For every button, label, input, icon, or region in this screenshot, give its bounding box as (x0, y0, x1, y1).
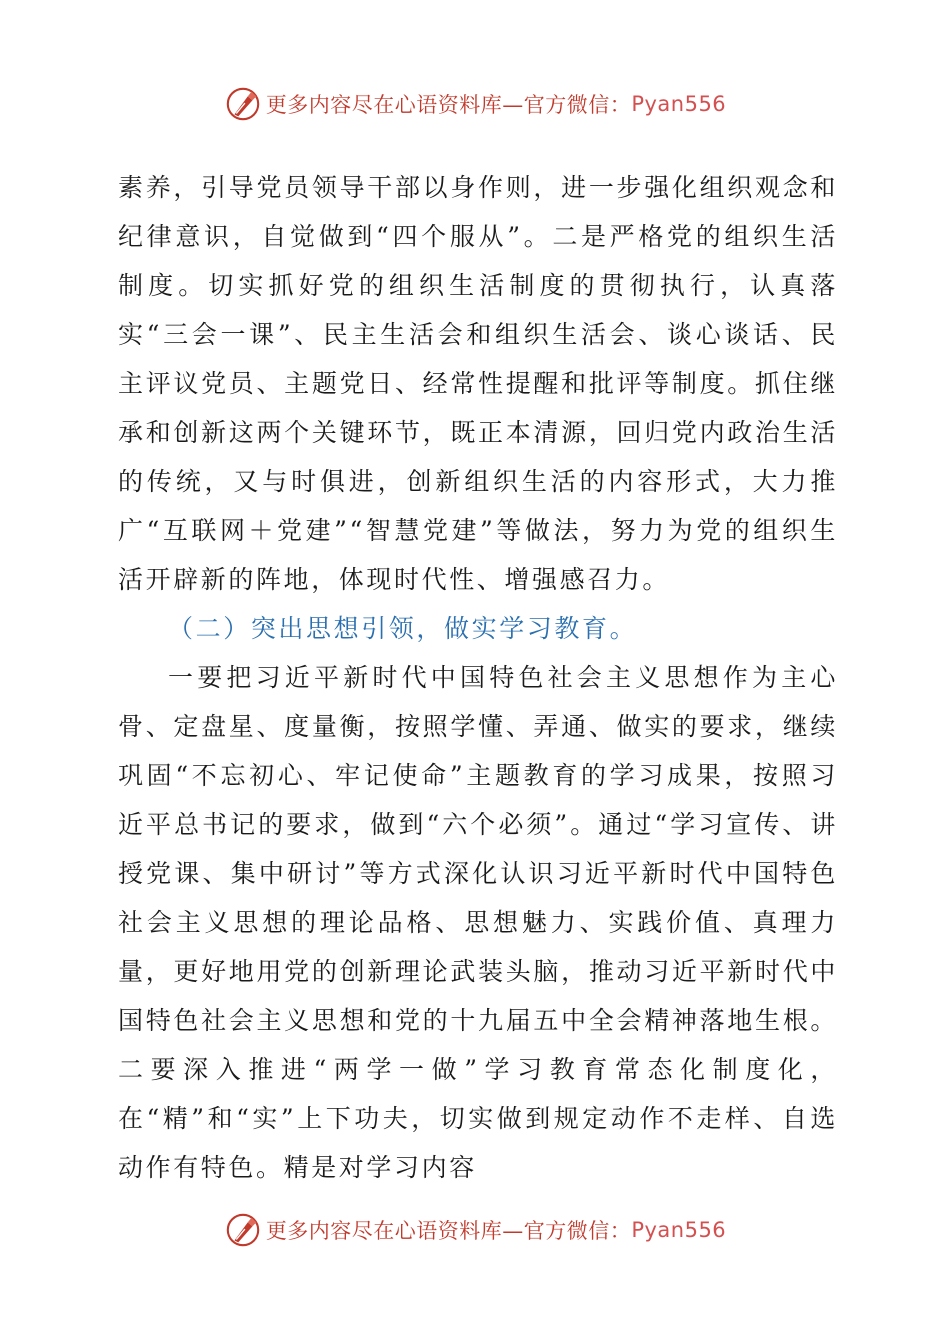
wechat-id: Pyan556 (631, 92, 727, 116)
paragraph-2: 一要把习近平新时代中国特色社会主义思想作为主心骨、定盘星、度量衡，按照学懂、弄通、做实的要求，继续巩固“不忘初心、牢记使命”主题教育的学习成果，按照习近平总书记的要求，做到“六个必须”。通过“学习宣传、讲授党课、集中研讨”等方式深化认识习近平新时代中国特色社会主义思想的理论品格、思想魅力、实践价值、真理力量，更好地用党的创新理论武装头脑，推动习近平新时代中国特色社会主义思想和党的十九届五中全会精神落地生根。二要深入推进“两学一做”学习教育常态化制度化，在“精”和“实”上下功夫，切实做到规定动作不走样、自选动作有特色。精是对学习内容 (118, 663, 838, 1182)
paragraph-1: 素养，引导党员领导干部以身作则，进一步强化组织观念和纪律意识，自觉做到“四个服从”。二是严格党的组织生活制度。切实抓好党的组织生活制度的贯彻执行，认真落实“三会一课”、民主生活会和组织生活会、谈心谈话、民主评议党员、主题党日、经常性提醒和批评等制度。抓住继承和创新这两个关键环节，既正本清源，回归党内政治生活的传统，又与时俱进，创新组织生活的内容形式，大力推广“互联网＋党建”“智慧党建”等做法，努力为党的组织生活开辟新的阵地，体现时代性、增强感召力。 (118, 173, 838, 594)
pen-nib-icon (224, 85, 262, 123)
section-heading: （二）突出思想引领，做实学习教育。 (168, 614, 638, 643)
pen-nib-icon (224, 1211, 262, 1249)
footer-banner (0, 1210, 950, 1250)
wechat-id: Pyan556 (631, 1218, 727, 1242)
banner-text: 更多内容尽在心语资料库—官方微信： (265, 93, 632, 117)
header-banner (0, 84, 950, 124)
banner-text: 更多内容尽在心语资料库—官方微信： (265, 1219, 632, 1243)
document-body (118, 163, 838, 1192)
